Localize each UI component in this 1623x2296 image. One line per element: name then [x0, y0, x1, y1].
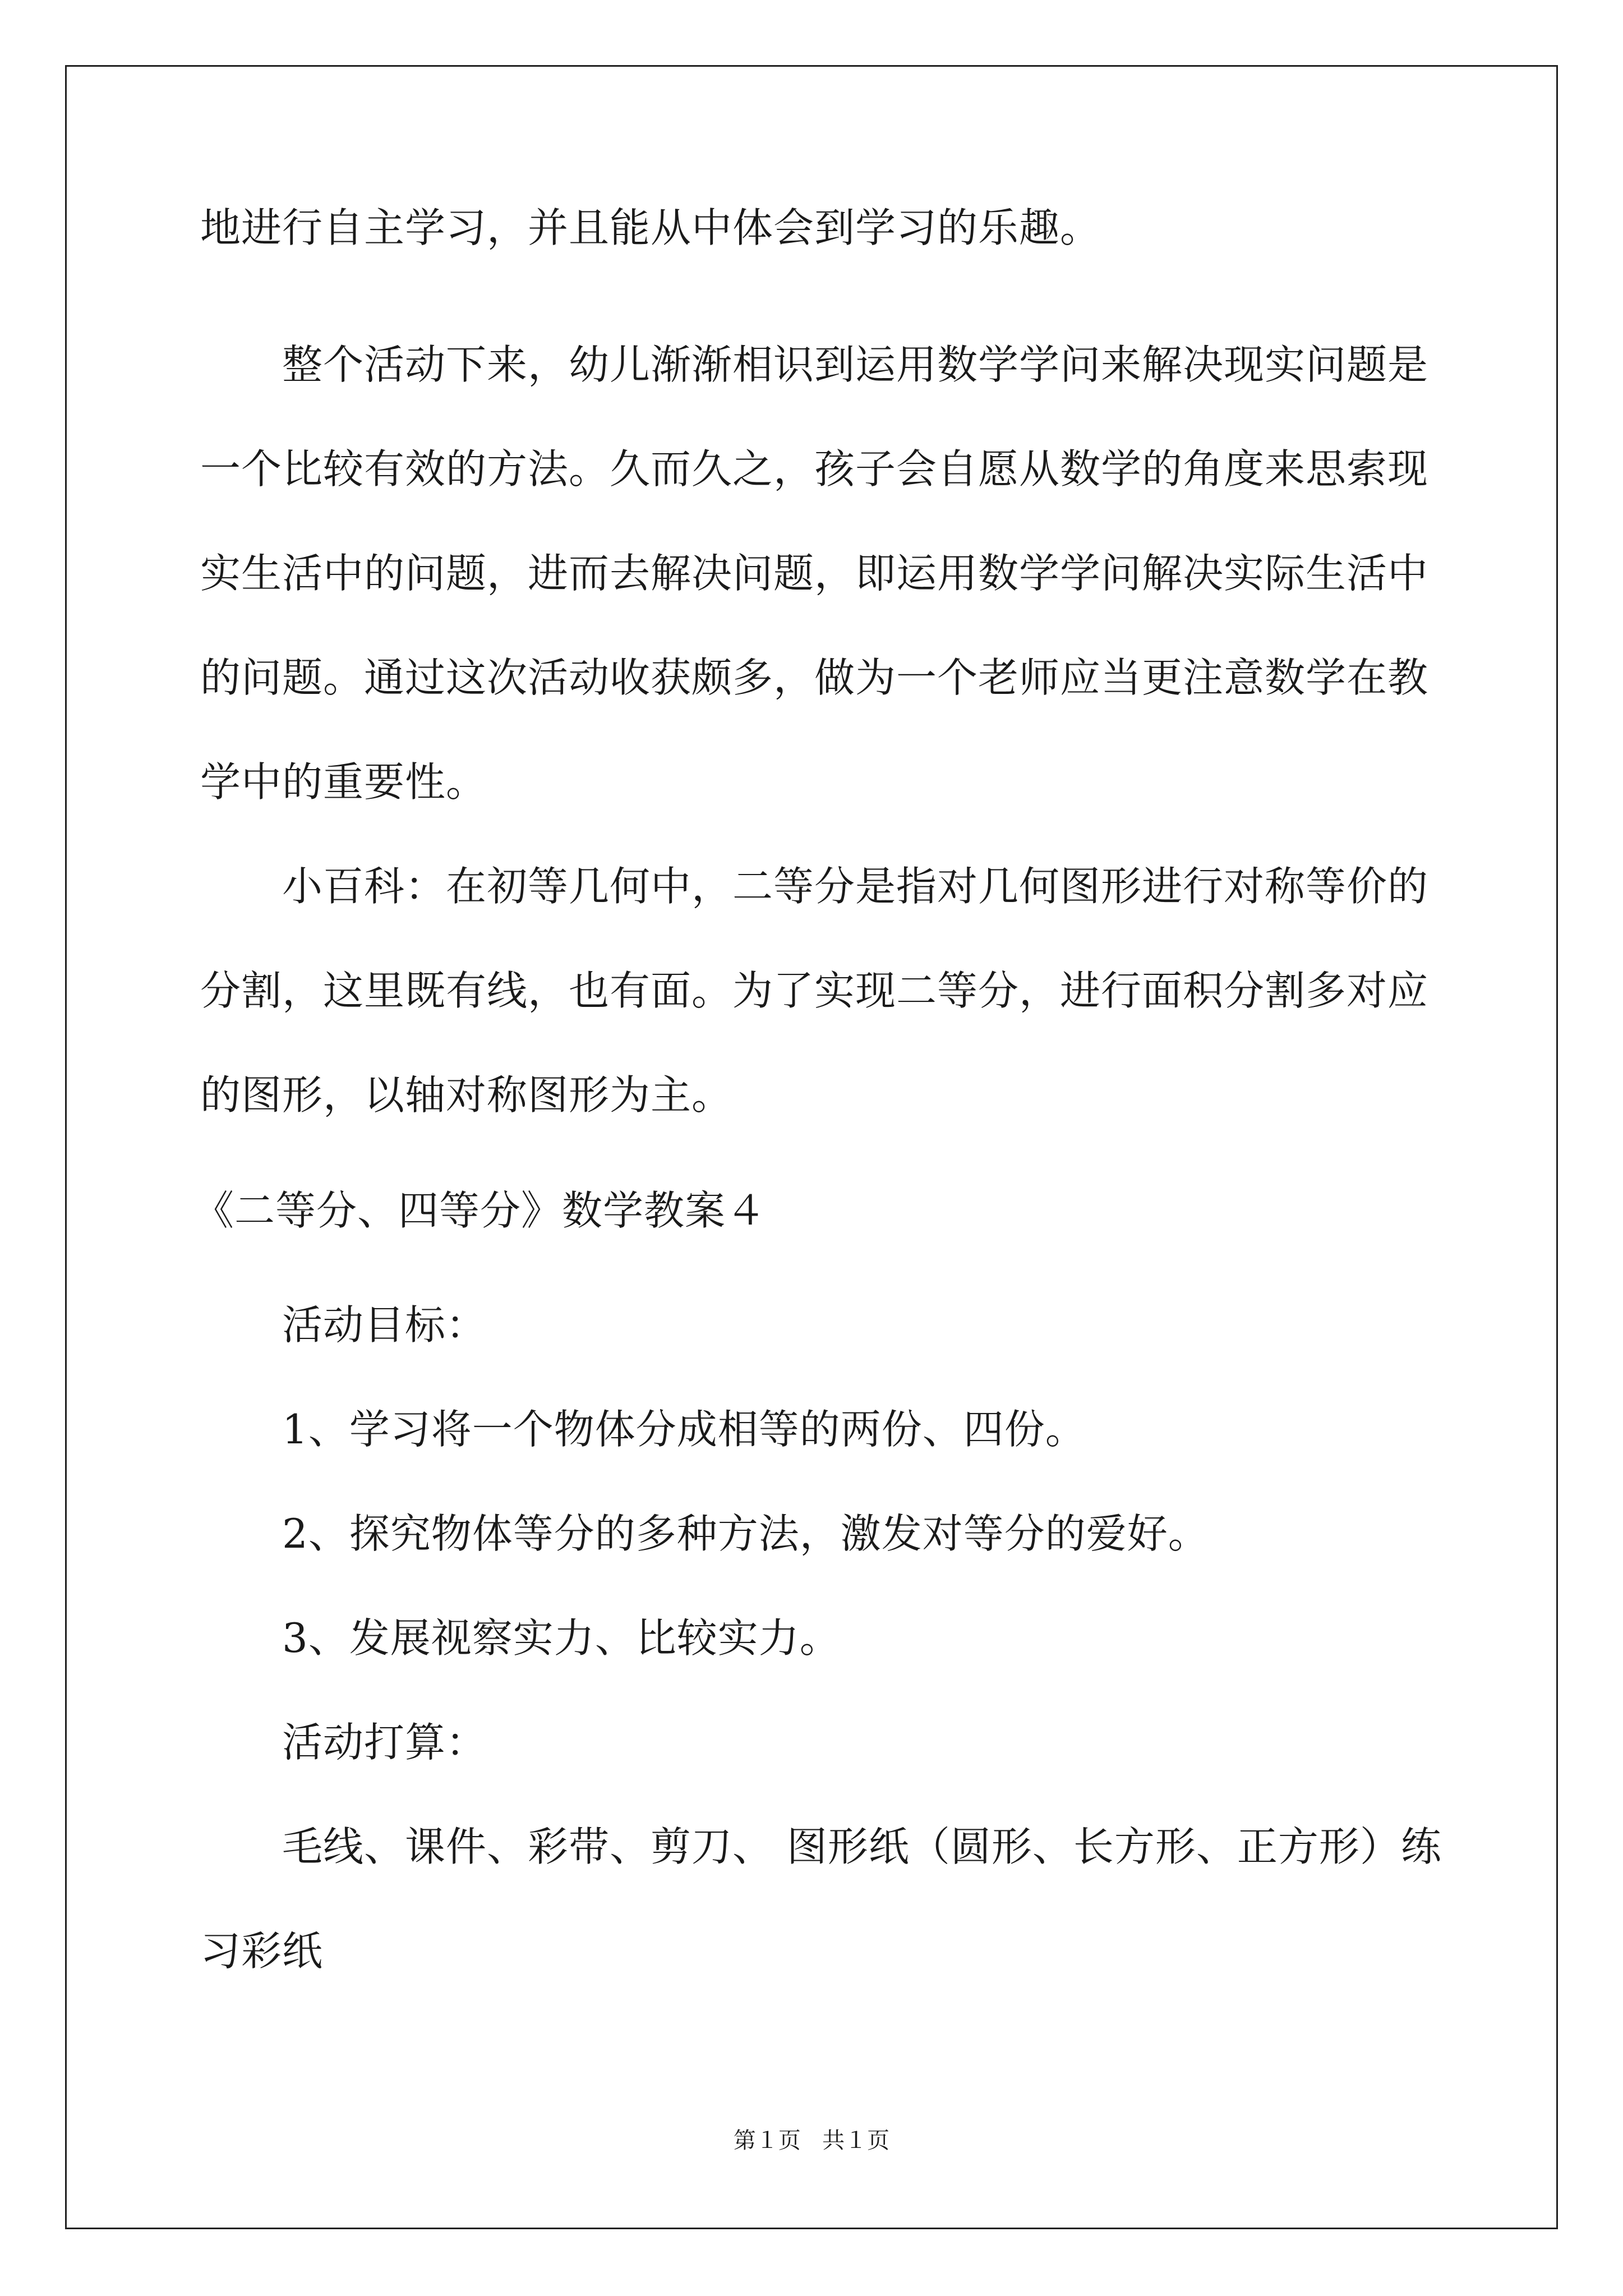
paragraph-line: 毛线、课件、彩带、剪刀、 图形纸（圆形、长方形、正方形）练	[282, 1823, 1442, 1870]
page-number-footer: 第１页 共１页	[733, 2128, 890, 2154]
list-item: 1、学习将一个物体分成相等的两份、四份。	[282, 1406, 1086, 1453]
paragraph-line: 的问题。通过这次活动收获颇多，做为一个老师应当更注意数学在教	[200, 654, 1429, 701]
paragraph-line: 活动打算：	[282, 1719, 487, 1766]
paragraph-line: 实生活中的问题，进而去解决问题，即运用数学学问解决实际生活中	[200, 550, 1429, 597]
paragraph-line: 的图形，以轴对称图形为主。	[200, 1071, 733, 1119]
paragraph-line: 小百科：在初等几何中，二等分是指对几何图形进行对称等价的	[282, 863, 1429, 910]
section-heading: 《二等分、四等分》数学教案４	[193, 1187, 767, 1234]
paragraph-line: 分割，这里既有线，也有面。为了实现二等分，进行面积分割多对应	[200, 967, 1429, 1014]
paragraph-line: 学中的重要性。	[200, 758, 487, 806]
list-item: 2、探究物体等分的多种方法，激发对等分的爱好。	[282, 1510, 1209, 1557]
paragraph-line: 整个活动下来，幼儿渐渐相识到运用数学学问来解决现实问题是	[282, 341, 1429, 388]
paragraph-line: 活动目标：	[282, 1301, 487, 1349]
paragraph-line: 习彩纸	[200, 1927, 324, 1975]
list-item: 3、发展视察实力、比较实力。	[282, 1614, 841, 1662]
page-border	[65, 65, 1558, 2229]
paragraph-line: 一个比较有效的方法。久而久之，孩子会自愿从数学的角度来思索现	[200, 445, 1429, 493]
paragraph-line: 地进行自主学习，并且能从中体会到学习的乐趣。	[200, 204, 1101, 251]
